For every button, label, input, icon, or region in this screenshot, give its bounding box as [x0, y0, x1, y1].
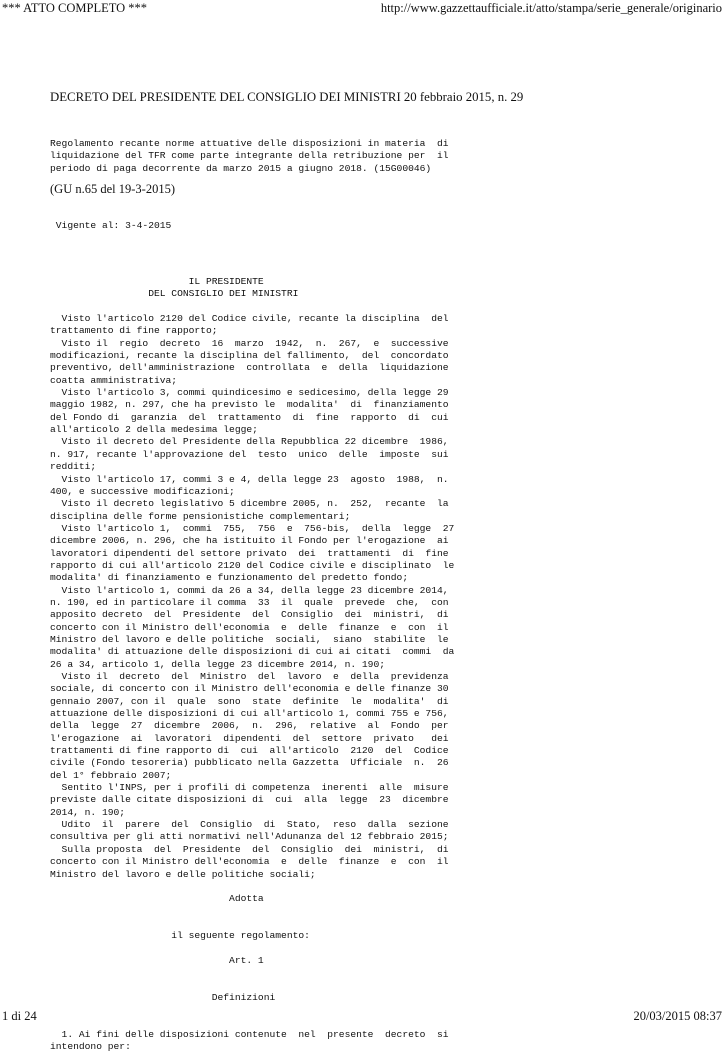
page-counter: 1 di 24	[2, 1009, 37, 1023]
decree-title: DECRETO DEL PRESIDENTE DEL CONSIGLIO DEI MINISTRI 20 febbraio 2015, n. 29	[50, 90, 524, 104]
decree-body: IL PRESIDENTE DEL CONSIGLIO DEI MINISTRI Visto l'articolo 2120 del Codice civile, recante la disciplina del trattamento di fine rapporto; Visto il regio decreto 16 marzo 1942, n. 267, e successive modificazioni, recante la disciplina del fallimento, del concordato preventivo, dell'amministrazione controllata e della liquidazione coatta amministrativa; Visto l'articolo 3, commi quindicesimo e sedicesimo, della legge 29 maggio 1982, n. 297, che ha previsto le modalita' di finanziamento del Fondo di garanzia del trattamento di fine rapporto di cui all'articolo 2 della medesima legge; Visto il decreto del Presidente della Repubblica 22 dicembre 1986, n. 917, recante l'approvazione del testo unico delle imposte sui redditi; Visto l'articolo 17, commi 3 e 4, della legge 23 agosto 1988, n. 400, e successive modificazioni; Visto il decreto legislativo 5 dicembre 2005, n. 252, recante la disciplina delle forme pensionistiche complementari; Visto l'articolo 1, commi 755, 756 e 756-bis, della legge 27 dicembre 2006, n. 296, che ha istituito il Fondo per l'erogazione ai lavoratori dipendenti del settore privato dei trattamenti di fine rapporto di cui all'articolo 2120 del Codice civile e disciplinato le modalita' di finanziamento e funzionamento del predetto fondo; Visto l'articolo 1, commi da 26 a 34, della legge 23 dicembre 2014, n. 190, ed in particolare il comma 33 il quale prevede che, con apposito decreto del Presidente del Consiglio dei ministri, di concerto con il Ministro dell'economia e delle finanze e con il Ministro del lavoro e delle politiche sociali, siano stabilite le modalita' di attuazione delle disposizioni di cui ai citati commi da 26 a 34, articolo 1, della legge 23 dicembre 2014, n. 190; Visto il decreto del Ministro del lavoro e della previdenza sociale, di concerto con il Ministro dell'economia e delle finanze 30 gennaio 2007, con il quale sono state definite le modalita' di attuazione delle disposizioni di cui all'articolo 1, commi 755 e 756, della legge 27 dicembre 2006, n. 296, relative al Fondo per l'erogazione ai lavoratori dipendenti del settore privato dei trattamenti di fine rapporto di cui all'articolo 2120 del Codice civile (Fondo tesoreria) pubblicato nella Gazzetta Ufficiale n. 26 del 1° febbraio 2007; Sentito l'INPS, per i profili di competenza inerenti alle misure previste dalle citate disposizioni di cui alla legge 23 dicembre 2014, n. 190; Udito il parere del Consiglio di Stato, reso dalla sezione consultiva per gli atti normativi nell'Adunanza del 12 febbraio 2015; Sulla proposta del Presidente del Consiglio dei ministri, di concerto con il Ministro dell'economia e delle finanze e con il Ministro del lavoro e delle politiche sociali; Adotta il seguente regolamento: Art. 1 Definizioni 1. Ai fini delle disposizioni contenute nel presente decreto si intendono per:	[50, 276, 455, 1053]
gazzetta-reference: (GU n.65 del 19-3-2015)	[50, 182, 175, 196]
decree-summary: Regolamento recante norme attuative delle disposizioni in materia di liquidazione del TFR come parte integrante della retribuzione per il periodo di paga decorrente da marzo 2015 a giugno 2018. (15G00046)	[50, 138, 449, 174]
print-header-label: *** ATTO COMPLETO ***	[2, 1, 148, 15]
vigente-date: Vigente al: 3-4-2015	[50, 220, 172, 231]
print-header-url: http://www.gazzettaufficiale.it/atto/stampa/serie_generale/originario	[380, 1, 722, 15]
print-timestamp: 20/03/2015 08:37	[633, 1009, 722, 1023]
